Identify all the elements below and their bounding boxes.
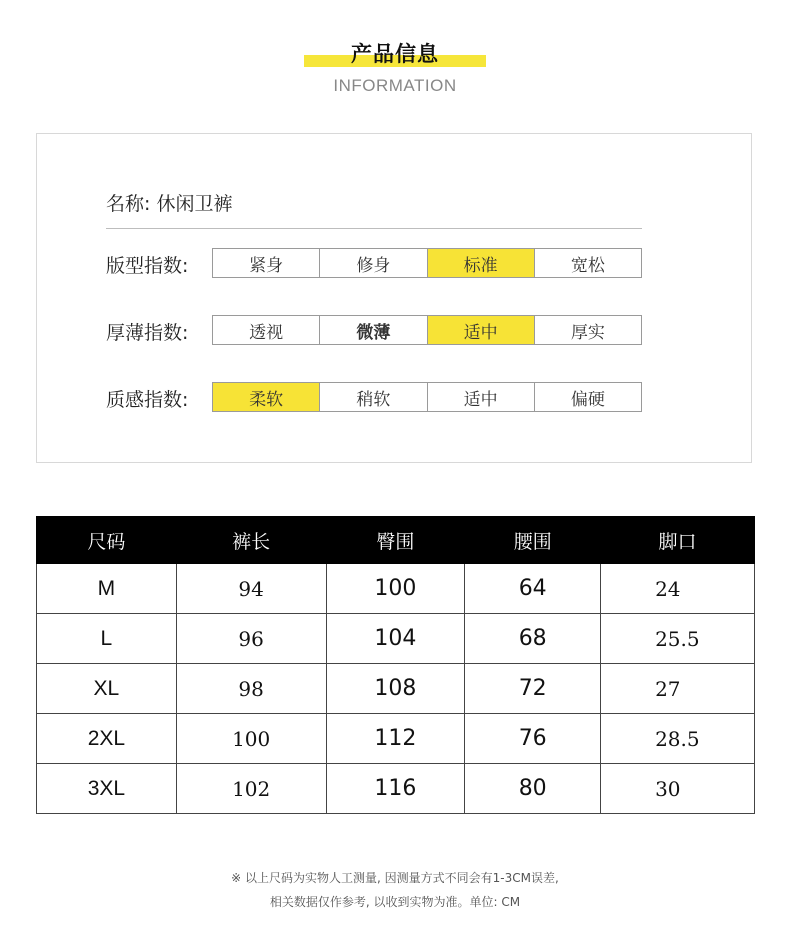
header-size: 尺码 — [37, 517, 177, 564]
cell-waist: 72 — [465, 664, 601, 714]
table-row — [37, 614, 755, 664]
texture-option-selected: 柔软 — [213, 383, 320, 411]
name-divider — [106, 228, 642, 229]
cell-size: L — [37, 614, 177, 664]
cell-waist: 68 — [465, 614, 601, 664]
cell-waist: 64 — [465, 564, 601, 614]
fit-option: 修身 — [320, 249, 427, 277]
cell-size: XL — [37, 664, 177, 714]
product-name: 名称: 休闲卫裤 — [106, 193, 233, 215]
section-title: 产品信息 — [351, 42, 439, 66]
cell-hem: 24 — [601, 564, 755, 614]
thickness-index-scale — [212, 315, 642, 345]
footnote-line-2: 相关数据仅作参考, 以收到实物为准。单位: CM — [269, 895, 521, 909]
header-hip: 臀围 — [326, 517, 465, 564]
fit-option: 紧身 — [213, 249, 320, 277]
fit-index-label: 版型指数: — [106, 255, 189, 277]
header-hem: 脚口 — [601, 517, 755, 564]
thickness-option-selected: 适中 — [428, 316, 535, 344]
fit-option-selected: 标准 — [428, 249, 535, 277]
texture-option: 偏硬 — [570, 389, 605, 410]
cell-length: 96 — [176, 614, 326, 664]
footnote-line-1: ※ 以上尺码为实物人工测量, 因测量方式不同会有1-3CM误差, — [231, 871, 559, 885]
cell-hem: 27 — [601, 664, 755, 714]
header-waist: 腰围 — [465, 517, 601, 564]
cell-size: 3XL — [37, 764, 177, 814]
size-table — [36, 516, 755, 814]
thickness-option: 透视 — [213, 316, 320, 344]
cell-hip: 100 — [326, 564, 465, 614]
cell-hip: 104 — [326, 614, 465, 664]
table-row — [37, 664, 755, 714]
cell-hip: 116 — [326, 764, 465, 814]
fit-option: 宽松 — [570, 255, 605, 276]
texture-option: 适中 — [428, 383, 535, 411]
table-row — [37, 564, 755, 614]
cell-waist: 76 — [465, 714, 601, 764]
section-subtitle: INFORMATION — [333, 76, 457, 95]
texture-index-scale — [212, 382, 642, 412]
info-card — [36, 133, 752, 463]
cell-hem: 30 — [601, 764, 755, 814]
fit-index-scale — [212, 248, 642, 278]
cell-length: 102 — [176, 764, 326, 814]
cell-length: 94 — [176, 564, 326, 614]
cell-hem: 25.5 — [601, 614, 755, 664]
thickness-index-label: 厚薄指数: — [106, 322, 189, 344]
table-row — [37, 714, 755, 764]
table-header-row — [37, 517, 755, 564]
thickness-option: 微薄 — [320, 316, 427, 344]
texture-index-label: 质感指数: — [106, 389, 189, 411]
cell-waist: 80 — [465, 764, 601, 814]
cell-size: 2XL — [37, 714, 177, 764]
cell-hip: 112 — [326, 714, 465, 764]
thickness-option: 厚实 — [570, 322, 605, 343]
cell-length: 98 — [176, 664, 326, 714]
cell-hem: 28.5 — [601, 714, 755, 764]
header-length: 裤长 — [176, 517, 326, 564]
cell-length: 100 — [176, 714, 326, 764]
table-row — [37, 764, 755, 814]
cell-size: M — [37, 564, 177, 614]
cell-hip: 108 — [326, 664, 465, 714]
texture-option: 稍软 — [320, 383, 427, 411]
